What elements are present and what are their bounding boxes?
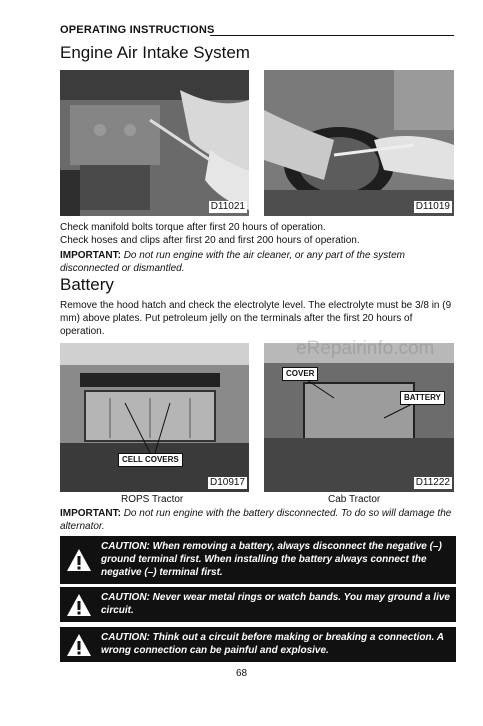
watermark: eRepairinfo.com [296,338,435,359]
warning-triangle-icon [66,548,92,572]
warning-triangle-icon [66,593,92,617]
battery-paragraph: Remove the hood hatch and check the electrolyte level. The electrolyte must be 3/8 in (9 mm) above plates. Put petroleum jelly on the terminals after the first 20 hours of operation. [60,300,452,337]
photo-code: D11222 [415,477,450,488]
battery-photo-image [264,343,454,492]
photo-code: D10917 [209,477,245,488]
caption-cab-tractor: Cab Tractor [328,494,381,505]
torque-instruction: Check manifold bolts torque after first 20 hours of operation. [60,222,326,233]
warning-triangle-icon [66,633,92,657]
section-title-battery: Battery [60,275,114,294]
running-header [60,24,454,40]
photo-manifold-bolts [60,70,249,216]
callout-cover: COVER [282,367,318,381]
important-text: Do not run engine with the air cleaner, or any part of the system disconnected or dismantled. [60,250,405,274]
important-label: IMPORTANT: [60,508,121,519]
caution-text: CAUTION: When removing a battery, always disconnect the negative (–) ground terminal first. When installing the battery always connect the negative (–) terminal first. [101,541,442,578]
caution-box-battery-terminals [60,536,456,584]
caution-box-circuit [60,627,456,662]
callout-cell-covers: CELL COVERS [118,453,183,467]
caution-box-metal-rings [60,587,456,622]
important-label: IMPORTANT: [60,250,121,261]
engine-photo-image [264,70,454,216]
caution-text: CAUTION: Think out a circuit before making or breaking a connection. A wrong connection can be painful and explosive. [101,632,444,656]
engine-photo-image [60,70,249,216]
header-rule [210,35,454,36]
battery-photo-image [60,343,249,492]
section-title-air-intake: Engine Air Intake System [60,43,250,62]
photo-cab-battery [264,343,454,492]
callout-battery: BATTERY [400,391,445,405]
important-text: Do not run engine with the battery disconnected. To do so will damage the alternator. [60,508,452,532]
photo-code: D11021 [210,201,245,212]
header-label: OPERATING INSTRUCTIONS [60,24,215,36]
important-note-battery [60,507,456,533]
photo-code: D11019 [415,201,450,212]
hoses-instruction: Check hoses and clips after first 20 and first 200 hours of operation. [60,235,360,246]
caption-rops-tractor: ROPS Tractor [121,494,184,505]
important-note-air-cleaner [60,249,456,275]
photo-rops-battery [60,343,249,492]
page-number: 68 [235,668,248,679]
caution-text: CAUTION: Never wear metal rings or watch bands. You may ground a live circuit. [101,592,450,616]
photo-hoses-clips [264,70,454,216]
